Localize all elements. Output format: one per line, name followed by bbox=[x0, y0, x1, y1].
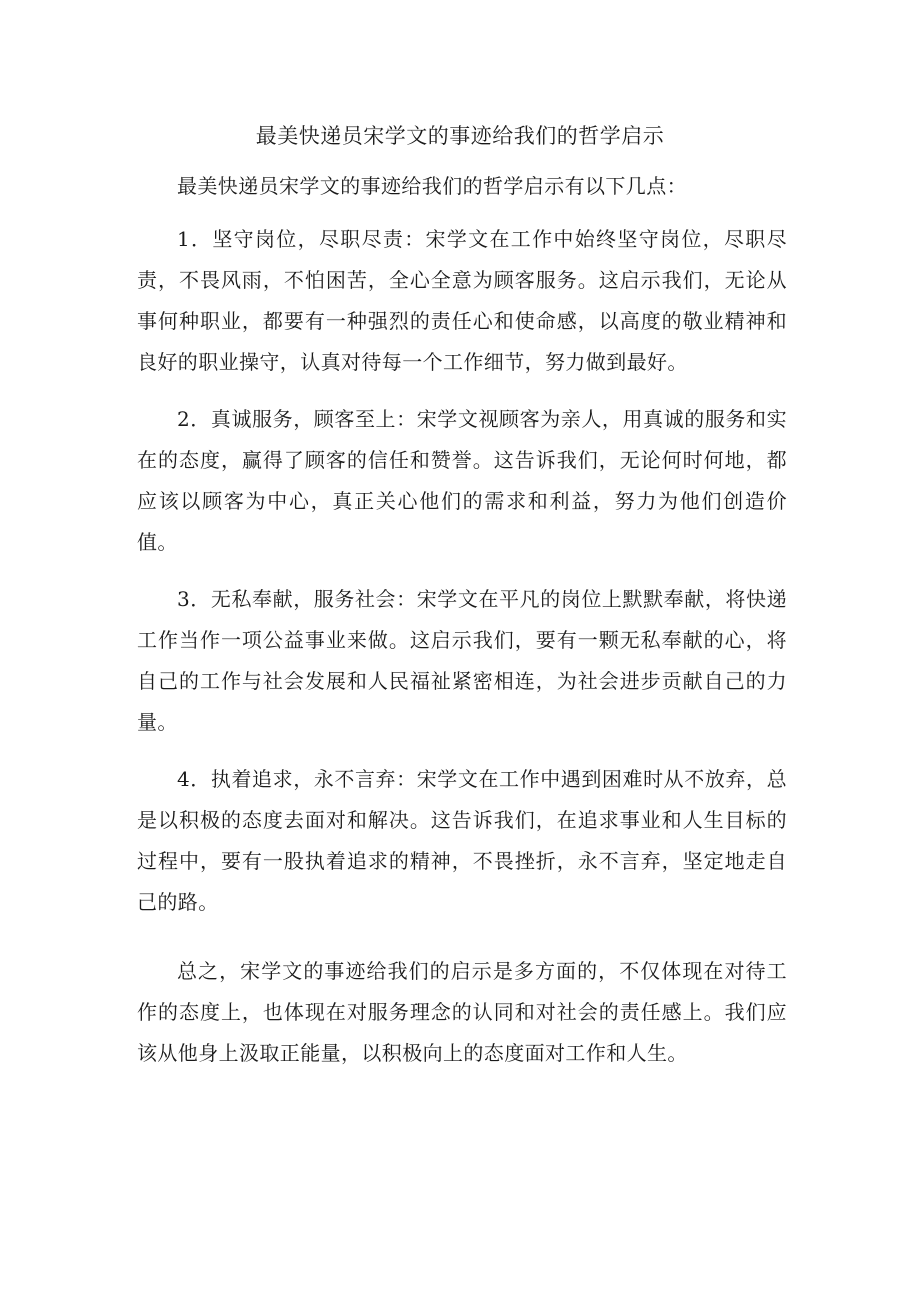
intro-paragraph: 最美快递员宋学文的事迹给我们的哲学启示有以下几点： bbox=[177, 174, 687, 198]
point-paragraph-4: 4．执着追求，永不言弃：宋学文在工作中遇到困难时从不放弃，总是以积极的态度去面对和解决。这告诉我们，在追求事业和人生目标的过程中，要有一股执着追求的精神，不畏挫折，永不言弃，坚定地走自己的路。 bbox=[137, 767, 787, 914]
point-paragraph-2: 2．真诚服务，顾客至上：宋学文视顾客为亲人，用真诚的服务和实在的态度，赢得了顾客的信任和赞誉。这告诉我们，无论何时何地，都应该以顾客为中心，真正关心他们的需求和利益，努力为他们创造价值。 bbox=[137, 407, 787, 554]
point-paragraph-3: 3．无私奉献，服务社会：宋学文在平凡的岗位上默默奉献，将快递工作当作一项公益事业来做。这启示我们，要有一颗无私奉献的心，将自己的工作与社会发展和人民福祉紧密相连，为社会进步贡献自己的力量。 bbox=[137, 587, 787, 734]
point-paragraph-1: 1．坚守岗位，尽职尽责：宋学文在工作中始终坚守岗位，尽职尽责，不畏风雨，不怕困苦，全心全意为顾客服务。这启示我们，无论从事何种职业，都要有一种强烈的责任心和使命感，以高度的敬业精神和良好的职业操守，认真对待每一个工作细节，努力做到最好。 bbox=[137, 227, 787, 374]
document-title: 最美快递员宋学文的事迹给我们的哲学启示 bbox=[255, 124, 665, 148]
document-body bbox=[137, 166, 787, 1090]
conclusion-paragraph: 总之，宋学文的事迹给我们的启示是多方面的，不仅体现在对待工作的态度上，也体现在对服务理念的认同和对社会的责任感上。我们应该从他身上汲取正能量，以积极向上的态度面对工作和人生。 bbox=[137, 959, 787, 1065]
